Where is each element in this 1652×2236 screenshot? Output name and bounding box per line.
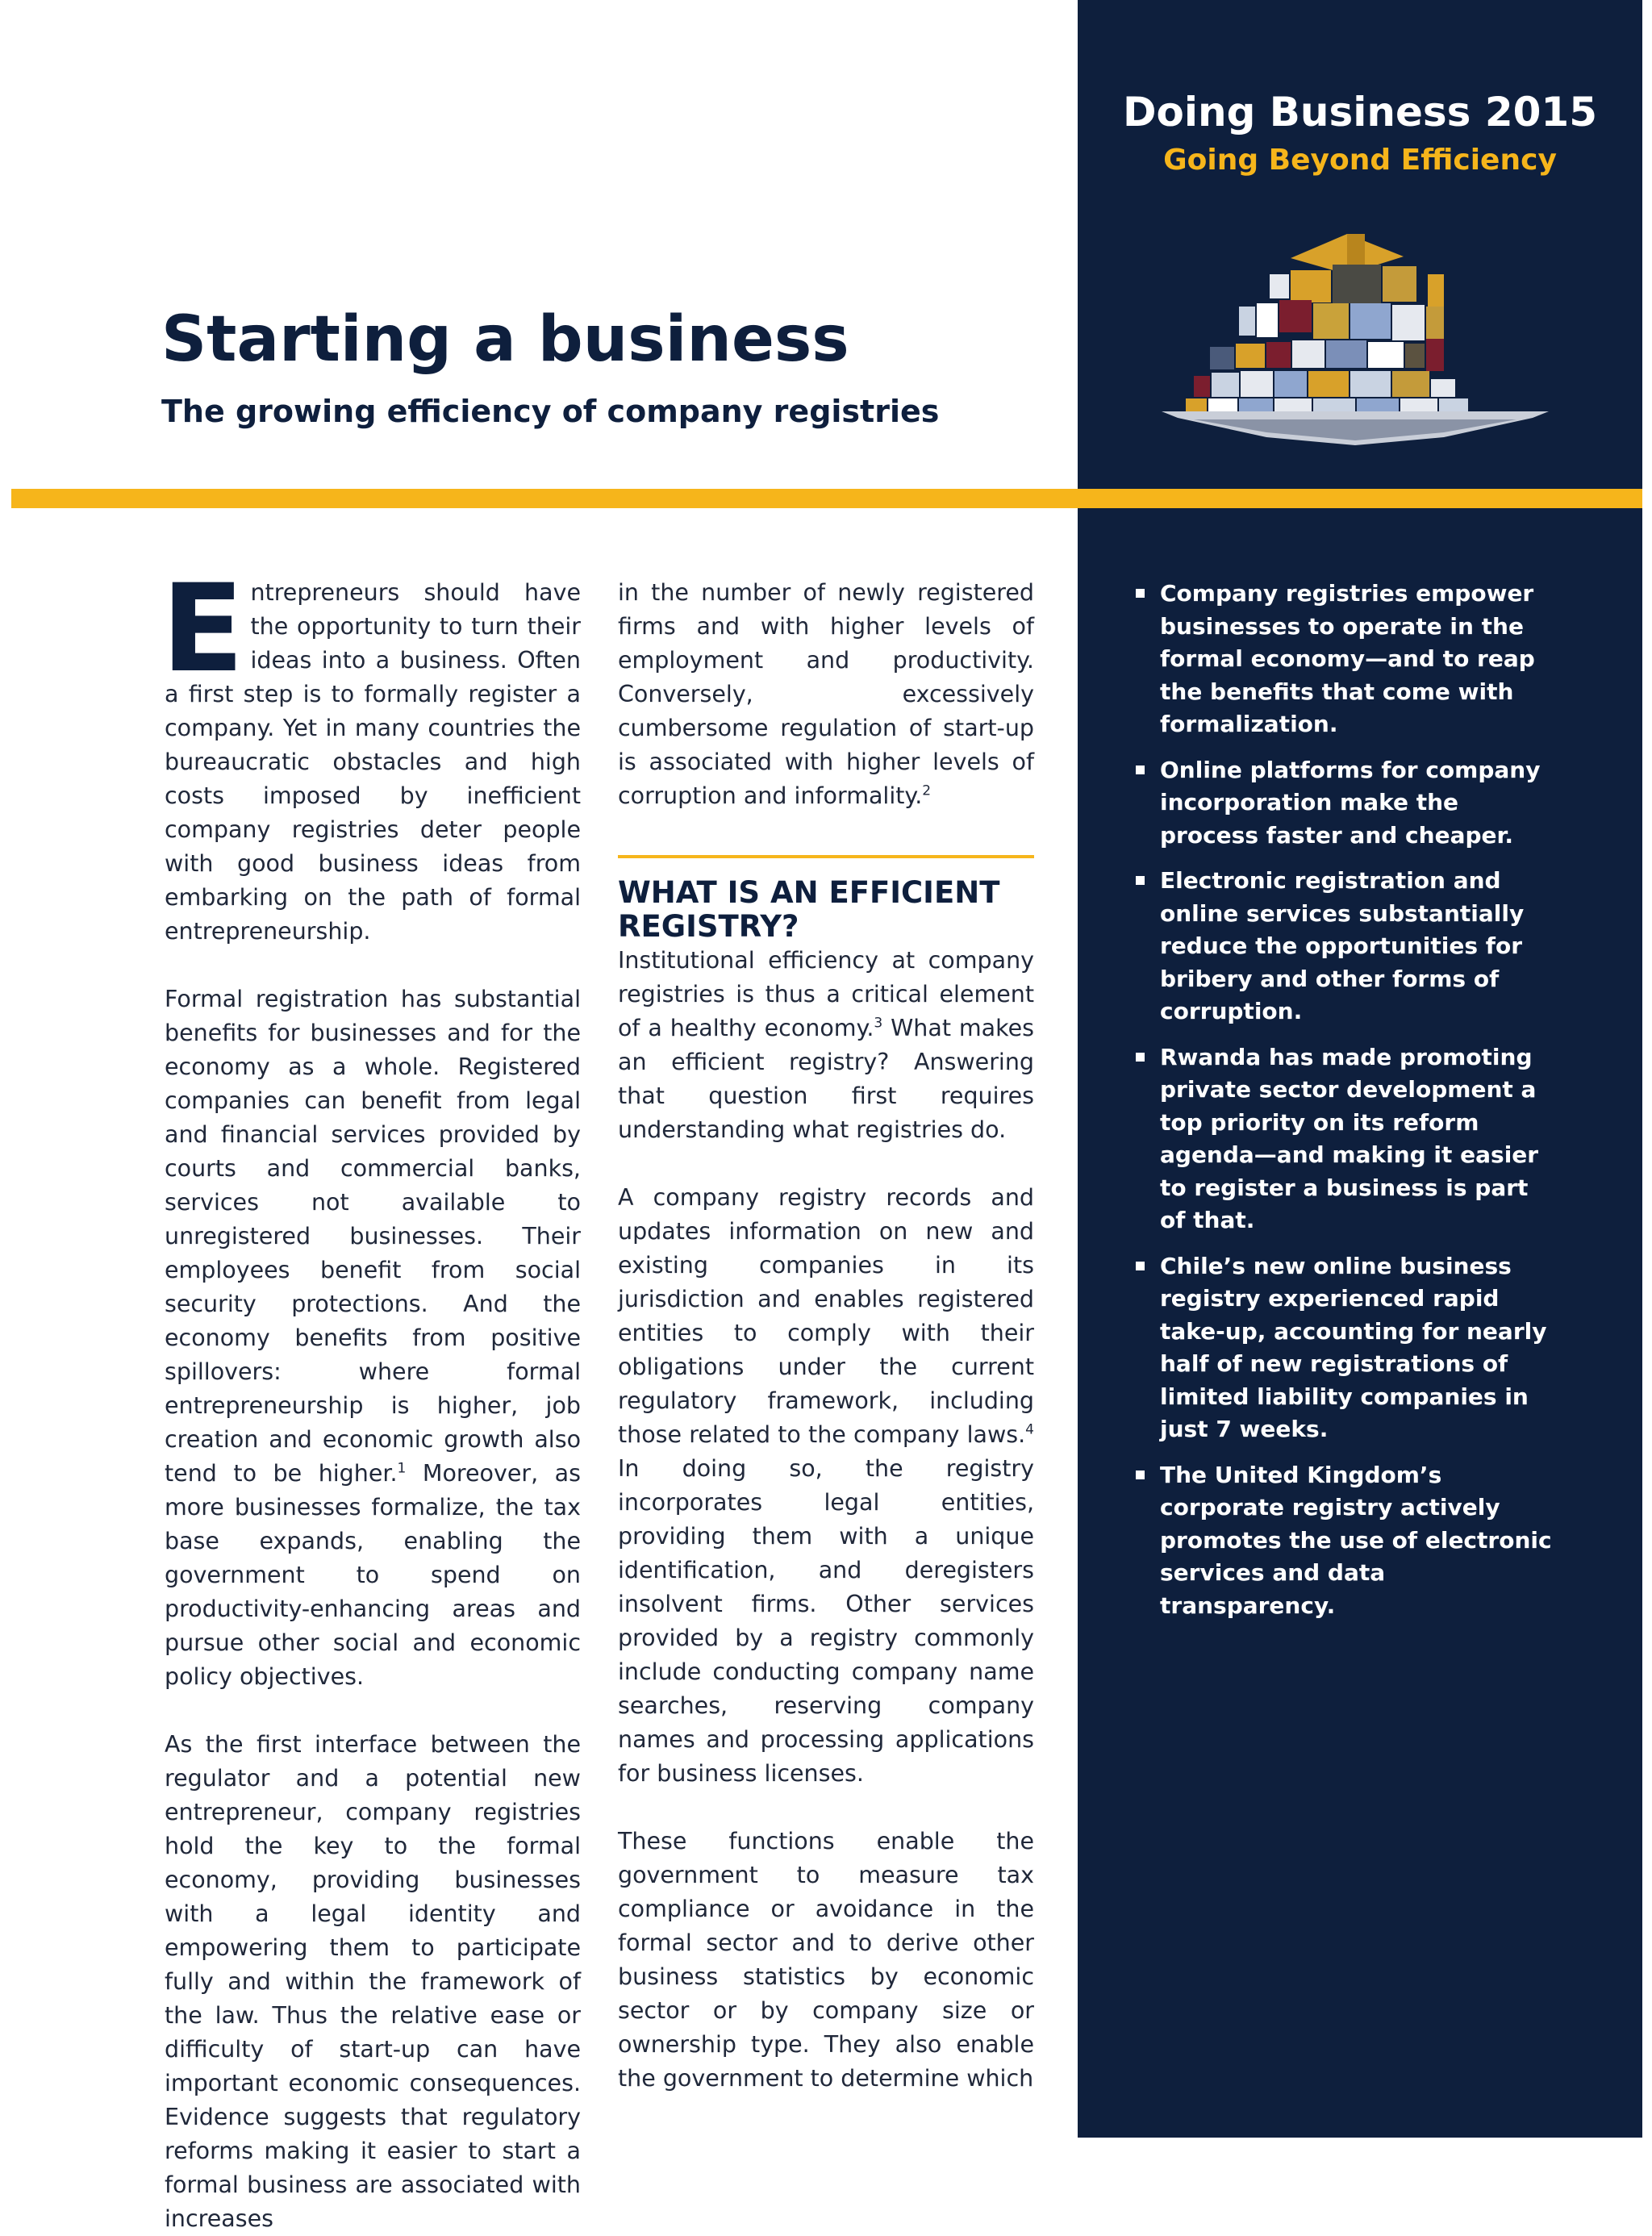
bullet-icon (1136, 1471, 1145, 1479)
paragraph-continued (618, 576, 1034, 813)
bullet-icon (1136, 876, 1145, 885)
bullet-icon (1136, 765, 1145, 774)
footnote-ref: 1 (397, 1460, 407, 1477)
header-divider (11, 489, 1642, 508)
intro-text: ntrepreneurs should have the opportunity to turn their ideas into a business. Often a first step is to formally register a company. Yet in many countries the bureaucratic obstacles and high costs imposed by inefficient company registries deter people with good business ideas from embarking on the path of formal entrepreneurship. (165, 579, 581, 945)
paragraph-text: in the number of newly registered firms and with higher levels of employment and productivity. Conversely, excessively cumbersome regulation of start-up is associated with higher levels of corruption and informality. (618, 579, 1034, 809)
bullet-icon (1136, 1053, 1145, 1062)
section-heading: WHAT IS AN EFFICIENT REGISTRY? (618, 875, 1000, 944)
key-finding-text: Electronic registration and online services substantially reduce the opportunities for bribery and other forms of corruption. (1160, 867, 1525, 1024)
bullet-icon (1136, 589, 1145, 598)
footnote-ref: 2 (922, 782, 932, 799)
key-finding-text: Online platforms for company incorporation make the process faster and cheaper. (1160, 756, 1541, 849)
paragraph-text: Institutional efficiency at company registries is thus a critical element of a healthy economy. (618, 947, 1034, 1041)
brand-title: Doing Business 2015 (1123, 89, 1597, 136)
paragraph-text: A company registry records and updates information on new and existing companies in its jurisdiction and enables registered entities to comply with their obligations under the current regulatory framework, including those related to the company laws. (618, 1184, 1034, 1448)
key-finding-item (1136, 1250, 1555, 1446)
drop-cap: E (161, 559, 244, 699)
paragraph-functions: These functions enable the government to measure tax compliance or avoidance in the formal sector and to derive other business statistics by economic sector or by company size or ownership type. They also enable the government to determine which (618, 1828, 1034, 2092)
page-title: Starting a business (161, 303, 849, 376)
paragraph-text: Formal registration has substantial benefits for businesses and for the economy as a whole. Registered companies can benefit from legal and financial services provided by courts and commercial banks, services not available to unregistered businesses. Their employees benefit from social security protections. And the economy benefits from positive spillovers: where formal entrepreneurship is higher, job creation and economic growth also tend to be higher. (165, 986, 581, 1487)
paragraph-benefits (165, 982, 581, 1694)
key-finding-text: Rwanda has made promoting private sector development a top priority on its reform agenda—and making it easier to register a business is part of that. (1160, 1043, 1539, 1233)
paragraph-text: In doing so, the registry incorporates legal entities, providing them with a unique identification, and deregisters insolvent firms. Other services provided by a registry commonly include conducting company name searches, reserving company names and processing applications for business licenses. (618, 1455, 1034, 1787)
paragraph-interface: As the first interface between the regulator and a potential new entrepreneur, company registries hold the key to the formal economy, providing businesses with a legal identity and empowering them to participate fully and within the framework of the law. Thus the relative ease or difficulty of start-up can have important economic consequences. Evidence suggests that regulatory reforms making it easier to start a formal business are associated with increases (165, 1731, 581, 2232)
page-subtitle: The growing efficiency of company registries (161, 394, 940, 429)
paragraph-efficiency (618, 944, 1034, 1147)
footnote-ref: 3 (874, 1015, 883, 1032)
key-finding-text: Chile’s new online business registry experienced rapid take-up, accounting for nearly half of new registrations of limited liability companies in just 7 weeks. (1160, 1252, 1547, 1442)
paragraph-registry-role (618, 1181, 1034, 1791)
building-logo-icon (1162, 226, 1549, 460)
key-finding-text: The United Kingdom’s corporate registry actively promotes the use of electronic services and data transparency. (1160, 1461, 1552, 1619)
key-finding-item (1136, 1459, 1555, 1623)
intro-paragraph (161, 559, 581, 949)
article-column-right (618, 576, 1034, 2096)
key-finding-text: Company registries empower businesses to operate in the formal economy—and to reap the benefits that come with formalization. (1160, 580, 1535, 737)
paragraph-text: Moreover, as more businesses formalize, the tax base expands, enabling the government to spend on productivity-enhancing areas and pursue other social and economic policy objectives. (165, 1460, 582, 1690)
key-finding-item (1136, 578, 1555, 741)
key-finding-item (1136, 1041, 1555, 1237)
footnote-ref: 4 (1025, 1421, 1034, 1438)
key-finding-item (1136, 865, 1555, 1028)
paragraph-text: What makes an efficient registry? Answering that question first requires understanding what registries do. (618, 1015, 1034, 1143)
key-finding-item (1136, 754, 1555, 853)
brand-subtitle: Going Beyond Efficiency (1163, 144, 1557, 177)
section-divider (618, 855, 1034, 858)
article-column-left (161, 559, 582, 2236)
key-findings-list (1136, 578, 1555, 1635)
bullet-icon (1136, 1262, 1145, 1270)
